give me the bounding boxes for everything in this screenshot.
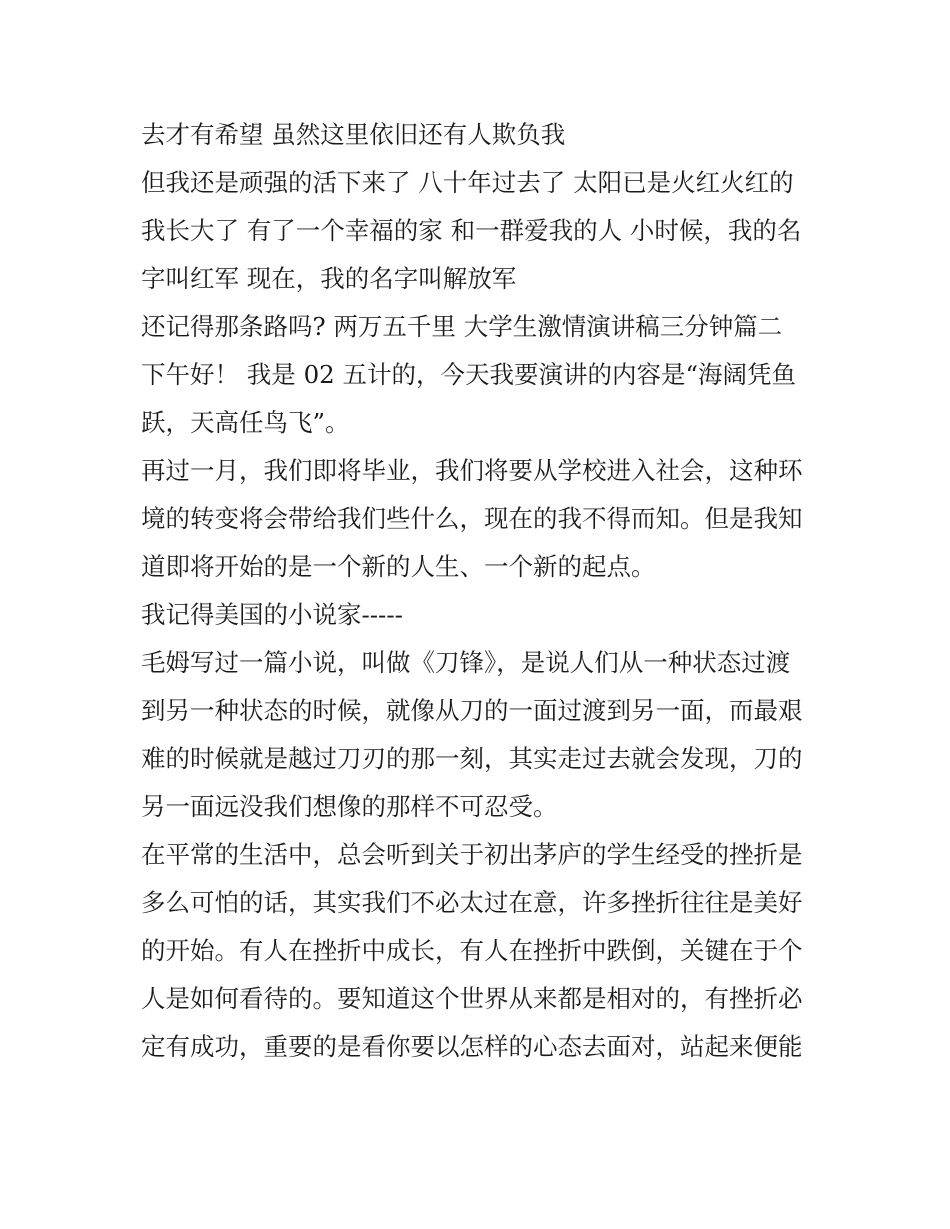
text-line: 的开始。有人在挫折中成长，有人在挫折中跌倒，关键在于个 [141,936,803,965]
text-line: 去才有希望 虽然这里依旧还有人欺负我 [141,120,566,149]
text-line: 还记得那条路吗? 两万五千里 大学生激情演讲稿三分钟篇二 [141,312,783,341]
text-line: 在平常的生活中，总会听到关于初出茅庐的学生经受的挫折是 [141,840,803,869]
text-line: 难的时候就是越过刀刃的那一刻，其实走过去就会发现，刀的 [141,744,803,773]
text-line: 境的转变将会带给我们些什么，现在的我不得而知。但是我知 [141,504,803,533]
text-line: 到另一种状态的时候，就像从刀的一面过渡到另一面，而最艰 [141,696,803,725]
text-line: 我记得美国的小说家----- [141,600,403,629]
text-line: 我长大了 有了一个幸福的家 和一群爱我的人 小时候，我的名 [141,216,802,245]
text-line: 人是如何看待的。要知道这个世界从来都是相对的，有挫折必 [141,984,803,1013]
text-line: 道即将开始的是一个新的人生、一个新的起点。 [141,552,656,581]
text-line: 下午好！ 我是 02 五计的，今天我要演讲的内容是“海阔凭鱼 [141,360,797,389]
document-body [141,111,821,1071]
text-line: 另一面远没我们想像的那样不可忍受。 [141,792,558,821]
text-line: 毛姆写过一篇小说，叫做《刀锋》，是说人们从一种状态过渡 [141,648,791,677]
text-line: 定有成功，重要的是看你要以怎样的心态去面对，站起来便能 [141,1032,803,1061]
text-line: 再过一月，我们即将毕业，我们将要从学校进入社会，这种环 [141,456,803,485]
text-line: 多么可怕的话，其实我们不必太过在意，许多挫折往往是美好 [141,888,803,917]
text-line: 但我还是顽强的活下来了 八十年过去了 太阳已是火红火红的 [141,168,794,197]
text-line: 字叫红军 现在，我的名字叫解放军 [141,264,517,293]
text-line: 跃，天高任鸟飞”。 [141,408,350,437]
